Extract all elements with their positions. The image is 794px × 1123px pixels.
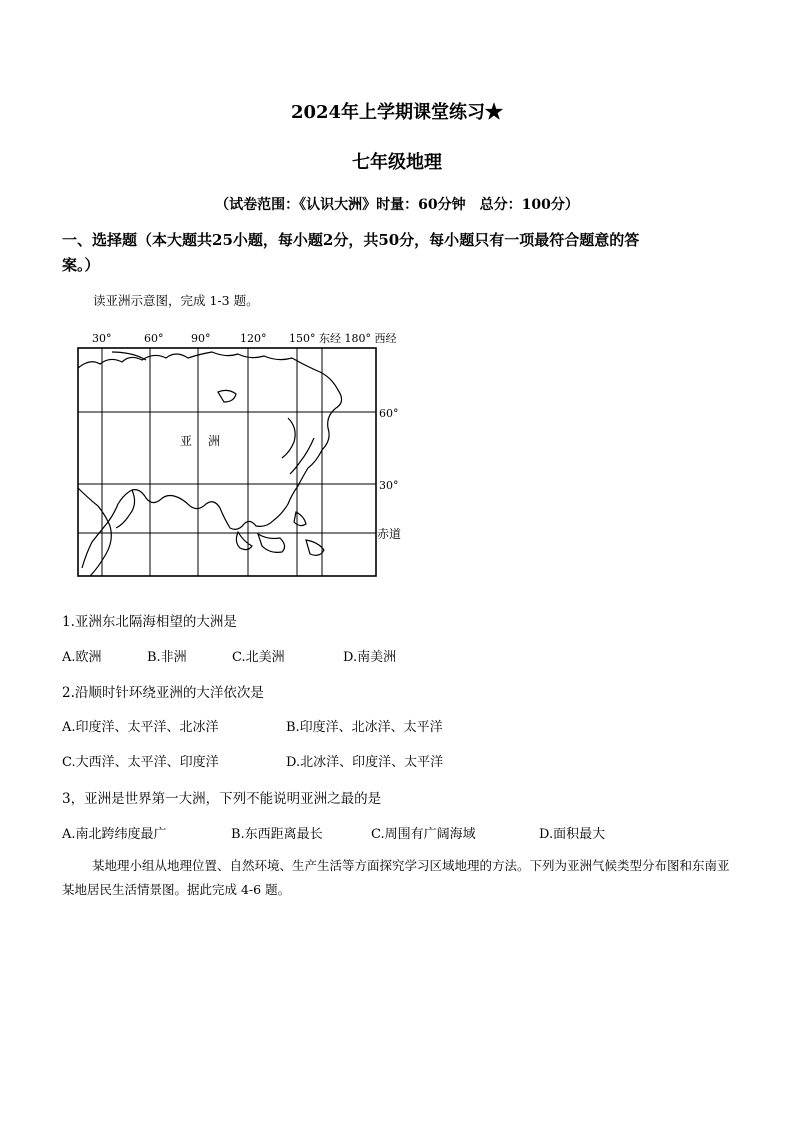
intro-4-6: 某地理小组从地理位置、自然环境、生产生活等方面探究学习区域地理的方法。下列为亚洲气候类型分布图和东南亚某地居民生活情景图。据此完成 4-6 题。 bbox=[62, 858, 730, 897]
q1-option-c: C.北美洲 bbox=[232, 650, 285, 665]
lon-label-90: 90° bbox=[191, 332, 211, 345]
section-heading-line1: 一、选择题（本大题共25小题，每小题2分，共50分，每小题只有一项最符合题意的答 bbox=[62, 231, 640, 249]
intro-1-3: 读亚洲示意图，完成 1-3 题。 bbox=[93, 293, 259, 308]
q3-option-c: C.周围有广阔海域 bbox=[371, 827, 476, 842]
map-frame bbox=[78, 348, 376, 576]
lon-label-60: 60° bbox=[144, 332, 164, 345]
q1-option-d: D.南美洲 bbox=[343, 650, 397, 665]
lon-label-150-180: 150° 东经 180° 西经 bbox=[289, 332, 397, 345]
q2-option-b: B.印度洋、北冰洋、太平洋 bbox=[286, 720, 443, 735]
question-3-stem: 3，亚洲是世界第一大洲，下列不能说明亚洲之最的是 bbox=[62, 791, 382, 807]
question-2-stem: 2.沿顺时针环绕亚洲的大洋依次是 bbox=[62, 685, 264, 701]
lat-label-equator: 赤道 bbox=[377, 527, 402, 541]
q3-option-a: A.南北跨纬度最广 bbox=[62, 827, 167, 842]
q3-option-b: B.东西距离最长 bbox=[231, 827, 323, 842]
lon-label-120: 120° bbox=[240, 332, 267, 345]
lat-label-60: 60° bbox=[379, 407, 399, 420]
graticule bbox=[78, 348, 376, 576]
q1-option-a: A.欧洲 bbox=[62, 650, 102, 665]
q1-option-b: B.非洲 bbox=[147, 650, 187, 665]
q2-option-d: D.北冰洋、印度洋、太平洋 bbox=[286, 755, 444, 770]
section-heading-line2: 案。） bbox=[62, 256, 100, 274]
coastline bbox=[78, 352, 342, 576]
asia-map bbox=[70, 328, 415, 583]
lon-label-30: 30° bbox=[92, 332, 112, 345]
map-label-asia: 亚 洲 bbox=[180, 434, 223, 448]
q3-option-d: D.面积最大 bbox=[539, 827, 606, 842]
page-title: 2024年上学期课堂练习★ bbox=[290, 102, 504, 123]
subject-title: 七年级地理 bbox=[352, 152, 442, 173]
exam-meta: （试卷范围：《认识大洲》时量：60分钟 总分：100分） bbox=[215, 197, 579, 213]
q2-option-a: A.印度洋、太平洋、北冰洋 bbox=[62, 720, 219, 735]
q2-option-c: C.大西洋、太平洋、印度洋 bbox=[62, 755, 219, 770]
lat-label-30: 30° bbox=[379, 479, 399, 492]
question-1-stem: 1.亚洲东北隔海相望的大洲是 bbox=[62, 614, 237, 630]
